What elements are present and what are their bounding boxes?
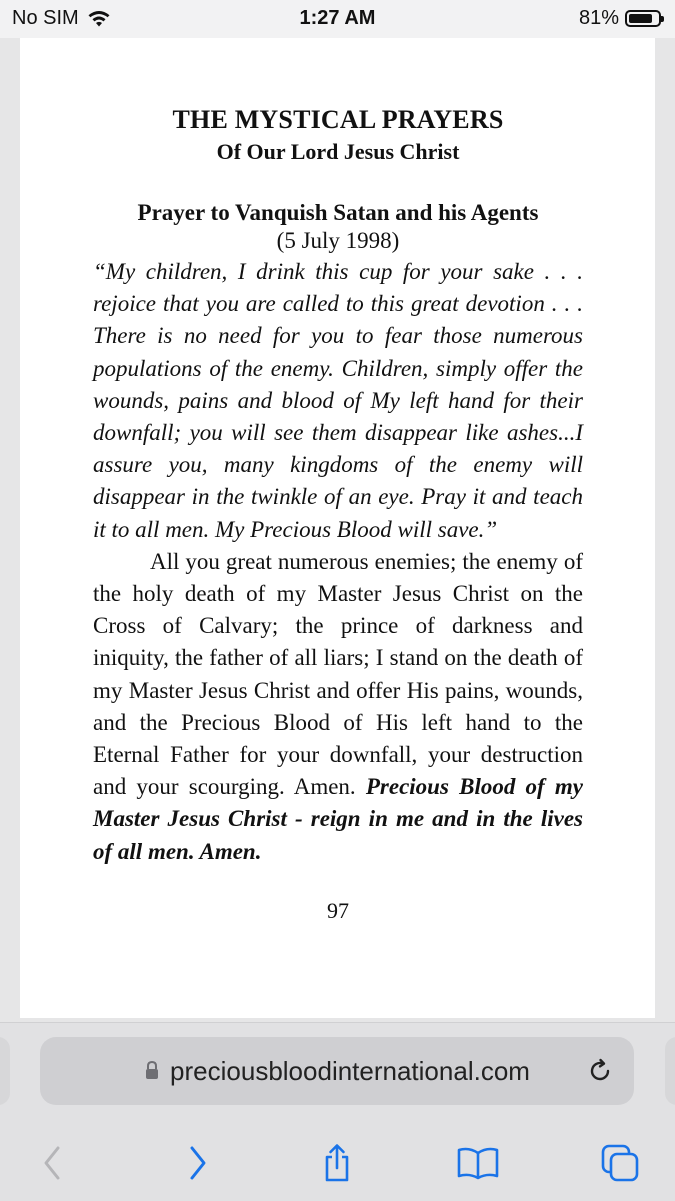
browser-toolbar: [0, 1022, 675, 1201]
address-bar[interactable]: [40, 1037, 634, 1105]
prayer-closing: Precious Blood of my Master Jesus Christ - reign in me and in the lives of all men. Amen.: [93, 774, 583, 864]
url-text: preciousbloodinternational.com: [170, 1055, 530, 1086]
document-page: [20, 38, 655, 1018]
prayer-body-text: All you great numerous enemies; the enemy of the holy death of my Master Jesus Christ on the Cross of Calvary; the prince of darkness and iniquity, the father of all liars; I stand on the death of my Master Jesus Christ and offer His pains, wounds, and the Precious Blood of His left hand to the Eternal Father for your downfall, your destruction and your scourging. Amen.: [93, 548, 583, 800]
status-time: 1:27 AM: [299, 7, 376, 29]
battery-cap: [661, 16, 664, 22]
chevron-left-icon: [40, 1145, 64, 1181]
reload-icon[interactable]: [586, 1057, 614, 1092]
share-button[interactable]: [315, 1141, 359, 1185]
lock-icon: [144, 1056, 160, 1087]
prayer-date: (5 July 1998): [276, 228, 400, 253]
share-icon: [322, 1143, 352, 1183]
page-number: 97: [327, 897, 349, 923]
chevron-right-icon: [186, 1145, 210, 1181]
tabs-icon: [600, 1143, 640, 1183]
book-icon: [456, 1145, 500, 1181]
battery-percent: 81%: [578, 7, 619, 29]
carrier-label: No SIM: [12, 7, 79, 29]
next-tab-peek[interactable]: [665, 1037, 675, 1105]
back-button[interactable]: [30, 1141, 74, 1185]
status-right: [579, 7, 661, 30]
prayer-title: Prayer to Vanquish Satan and his Agents: [137, 200, 539, 225]
page-title: THE MYSTICAL PRAYERS: [172, 105, 504, 134]
web-content[interactable]: [0, 38, 675, 1022]
prayer-quote: “My children, I drink this cup for your sake . . . rejoice that you are called to this great devotion . . . There is no need for you to fear those numerous populations of the enemy. Children, simply offer the wounds, pains and blood of My left hand for their downfall; you will see them disappear like ashes...I assure you, many kingdoms of the enemy will disappear in the twinkle of an eye. Pray it and teach it to all men. My Precious Blood will save.”: [93, 259, 583, 542]
tabs-button[interactable]: [598, 1141, 642, 1185]
forward-button[interactable]: [176, 1141, 220, 1185]
previous-tab-peek[interactable]: [0, 1037, 10, 1105]
battery-icon: [625, 10, 661, 27]
page-subtitle: Of Our Lord Jesus Christ: [216, 139, 460, 164]
status-bar: [0, 0, 675, 38]
toolbar-buttons: [0, 1141, 675, 1191]
battery-level: [629, 14, 652, 23]
prayer-body: [93, 546, 583, 868]
bookmarks-button[interactable]: [456, 1141, 500, 1185]
